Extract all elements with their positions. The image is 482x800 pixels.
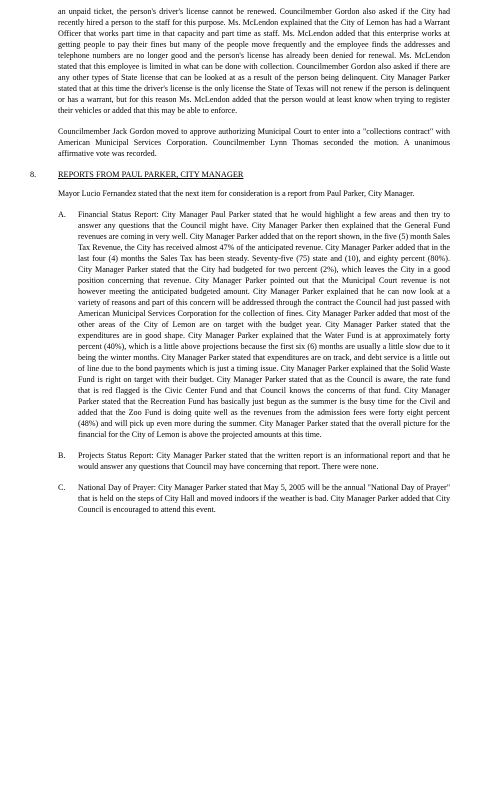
intro-paragraph: an unpaid ticket, the person's driver's license cannot be renewed. Councilmember Gordon also asked if the City had recently hired a person to the staff for this purpose. Ms. McLendon explained that the City of Lemon has had a Warrant Officer that works part time in that capacity and part time as staff. Ms. McLendon added that this enterprise works at getting people to pay their fines but many of the people move frequently and the employee finds the addresses and telephone numbers are no longer good and the person's license has already been denied for renewal. Ms. McLendon stated that this employee is limited in what can be done with collection. Councilmember Gordon also asked if there are any other types of State license that can be looked at as a result of the person being delinquent. City Manager Parker stated that at this time the driver's license is the only license the State of Texas will not renew if the person is delinquent or has a warrant, but for this reason Ms. McLendon added that the person would at least know when trying to register their vehicles or added that this may be able to enforce. (58, 7, 450, 115)
section-intro-paragraph: Mayor Lucio Fernandez stated that the next item for consideration is a report from Paul Parker, City Manager. (58, 189, 415, 198)
item-text: Financial Status Report: City Manager Paul Parker stated that he would highlight a few areas and then try to answer any questions that the Council might have. City Manager Parker then explained that the General Fund revenues are coming in very well. City Manager Parker added that on the report shown, in the five (5) month Sales Tax Revenue, the City has received almost 47% of the anticipated revenue. City Manager Parker added that in the last four (4) months the Sales Tax has been steady. Seventy-five (75) state and (10), and eighty percent (80%). City Manager Parker stated that the City had budgeted for two percent (2%), which leaves the City in a good position concerning that revenue. City Manager Parker pointed out that the Municipal Court revenue is not however meeting the anticipated budgeted amount. City Manager Parker explained that he can now look at a variety of reasons and part of this concern will be addressed through the contract the Council had just passed with American Municipal Services Corporation for the collection of fines. City Manager Parker added that most of the other areas of the City of Lemon are on target with the budget year. City Manager Parker stated that the expenditures are in good shape. City Manager Parker explained that the Water Fund is at approximately forty percent (40%), which is a little above projections because the first six (6) months are usually a little slow due to it being the winter months. City Manager Parker stated that expenditures are on track, and debt service is a little out of line due to the bond payments which is just a timing issue. City Manager Parker explained that the Solid Waste Fund is right on target with their budget. City Manager Parker stated that as the Council is aware, the rate fund that is red flagged is the Civic Center Fund and that Council knows the concerns of that fund. City Manager Parker stated that the Recreation Fund has basically just begun as the summer is the busy time for the Civil and added that the Zoo Fund is doing quite well as the revenues from the admission fees were forty eight percent (48%) and will pick up even more during the summer. City Manager Parker stated that the overall picture for the financial for the City of Lemon is above the projected amounts at this time. (78, 210, 450, 439)
item-text: Projects Status Report: City Manager Parker stated that the written report is an informational report and that he would answer any questions that Council may have concerning that report. There were none. (78, 451, 450, 471)
report-item-b (58, 450, 450, 472)
report-item-a (58, 209, 450, 440)
section-heading (30, 169, 450, 180)
item-text: National Day of Prayer: City Manager Parker stated that May 5, 2005 will be the annual "National Day of Prayer" that is held on the steps of City Hall and moved indoors if the weather is bad. City Manager Parker added that City Council is encouraged to attend this event. (78, 483, 450, 514)
section-title: REPORTS FROM PAUL PARKER, CITY MANAGER (58, 170, 244, 179)
section-number: 8. (30, 170, 37, 179)
report-item-c (58, 482, 450, 515)
item-label: A. (58, 210, 66, 219)
item-label: C. (58, 483, 66, 492)
item-label: B. (58, 451, 66, 460)
motion-paragraph: Councilmember Jack Gordon moved to approve authorizing Municipal Court to enter into a "collections contract" with American Municipal Services Corporation. Councilmember Lynn Thomas seconded the motion. A unanimous affirmative vote was recorded. (58, 127, 450, 158)
